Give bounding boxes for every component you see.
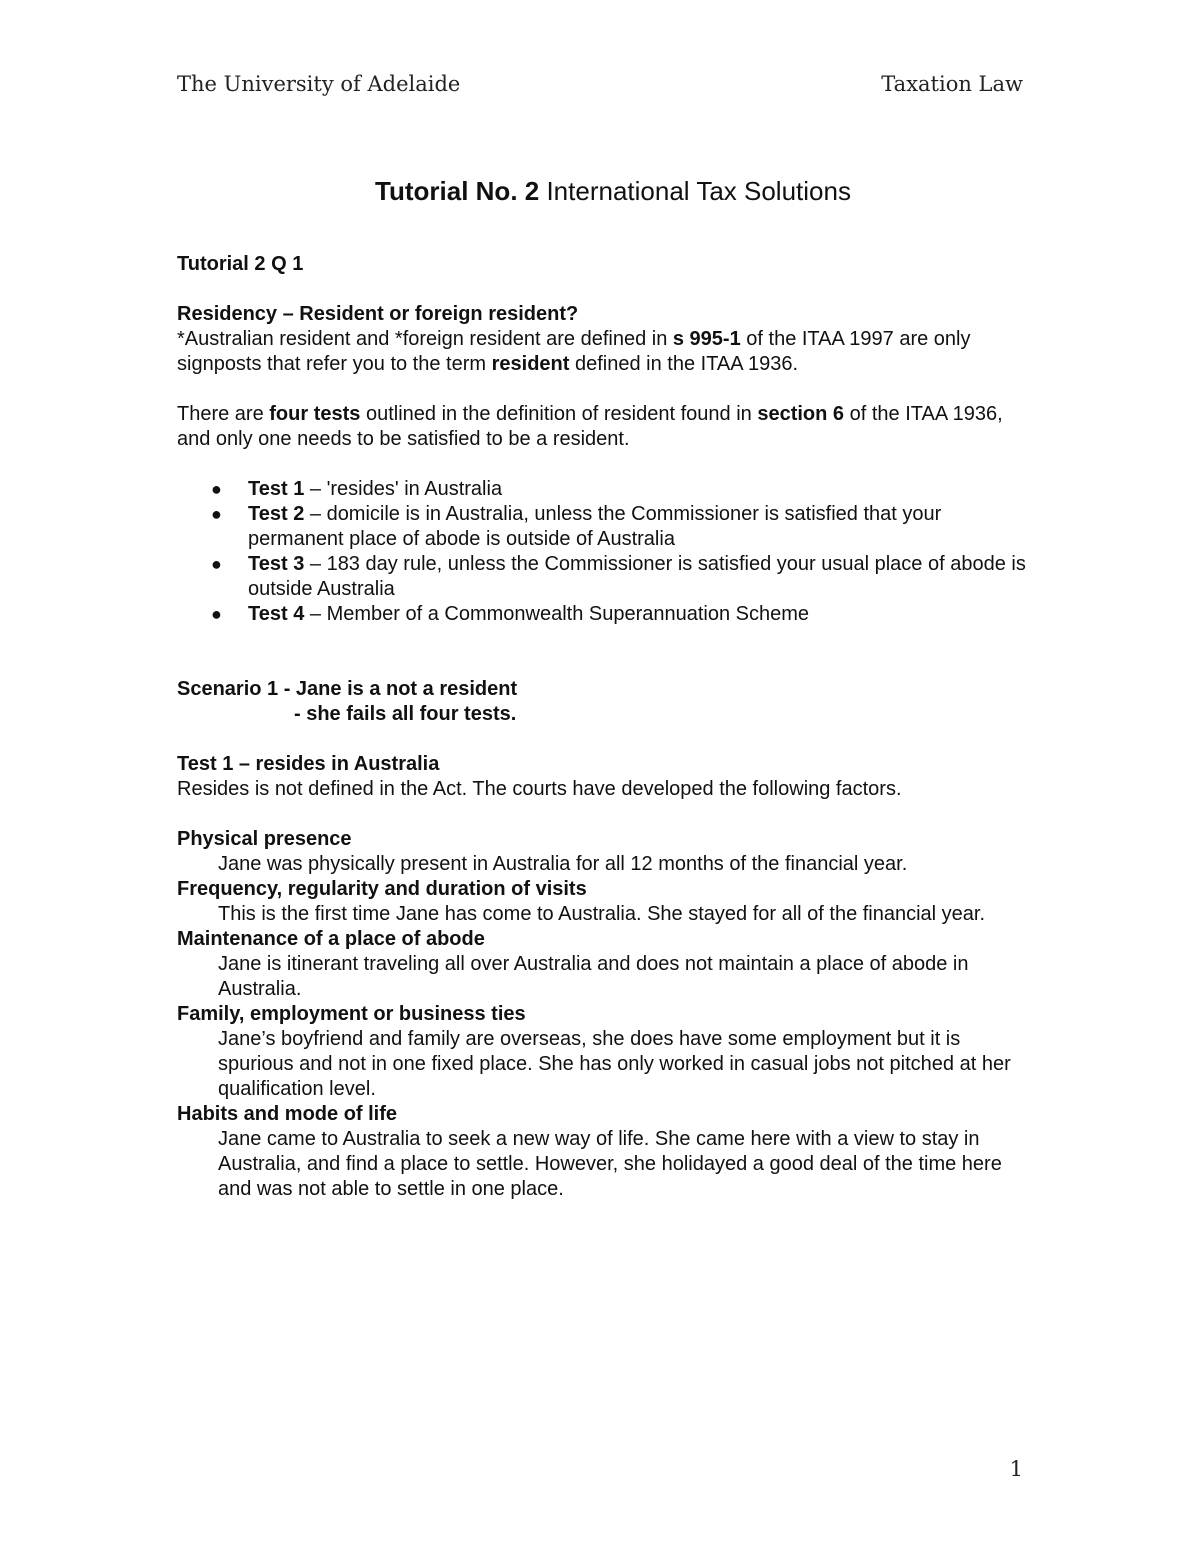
factor-heading: Habits and mode of life [177, 1103, 398, 1125]
tests-list [177, 477, 1027, 627]
bullet-icon: ● [211, 479, 222, 499]
page-number: 1 [1009, 1457, 1023, 1481]
test-text: – 'resides' in Australia [304, 478, 503, 500]
test-text: – domicile is in Australia, unless the Commissioner is satisfied that your permanent place of abode is outside of Australia [248, 503, 942, 550]
text-run: defined in the ITAA 1936. [569, 353, 799, 375]
scenario-line-2: - she fails all four tests. [294, 703, 517, 725]
factor-heading: Maintenance of a place of abode [177, 928, 485, 950]
bullet-icon: ● [211, 604, 222, 624]
text-run: of the ITAA 1936, and only one needs to be satisfied to be a resident. [177, 403, 1003, 450]
test-label: Test 3 [248, 553, 305, 575]
header-course: Taxation Law [881, 72, 1023, 96]
section-ref: section 6 [757, 403, 845, 425]
text-run: *Australian resident and *foreign resident are defined in [177, 328, 673, 350]
factor-text: Jane came to Australia to seek a new way of life. She came here with a view to stay in Australia, and find a place to settle. However, she holidayed a good deal of the time here and was not able to settle in one place. [218, 1128, 1002, 1200]
bullet-icon: ● [211, 554, 222, 574]
factor-text: Jane was physically present in Australia for all 12 months of the financial year. [218, 853, 908, 875]
factor-text: Jane’s boyfriend and family are overseas, she does have some employment but it is spurious and not in one fixed place. She has only worked in casual jobs not pitched at her qualification level. [218, 1028, 1011, 1100]
test-text: – Member of a Commonwealth Superannuation Scheme [304, 603, 810, 625]
test-label: Test 4 [248, 603, 305, 625]
title-bold: Tutorial No. 2 [375, 176, 540, 206]
bullet-icon: ● [211, 504, 222, 524]
test-text: – 183 day rule, unless the Commissioner is satisfied your usual place of abode is outside Australia [248, 553, 1026, 600]
header-institution: The University of Adelaide [177, 72, 461, 96]
section-ref: s 995-1 [672, 328, 741, 350]
residency-heading: Residency – Resident or foreign resident? [177, 303, 579, 325]
factor-text: This is the first time Jane has come to Australia. She stayed for all of the financial year. [218, 903, 986, 925]
residency-paragraph-2 [177, 402, 1027, 452]
term-resident: resident [491, 353, 570, 375]
test1-heading: Test 1 – resides in Australia [177, 753, 440, 775]
test-label: Test 1 [248, 478, 305, 500]
scenario-line-1: Scenario 1 - Jane is a not a resident [177, 678, 518, 700]
question-label: Tutorial 2 Q 1 [177, 253, 304, 275]
list-item [177, 552, 1027, 602]
factor-heading: Frequency, regularity and duration of visits [177, 878, 587, 900]
factor-heading: Physical presence [177, 828, 352, 850]
factor-heading: Family, employment or business ties [177, 1003, 526, 1025]
test-label: Test 2 [248, 503, 305, 525]
four-tests-term: four tests [269, 403, 361, 425]
list-item [177, 477, 1027, 502]
text-run: outlined in the definition of resident found in [360, 403, 758, 425]
text-run: There are [177, 403, 270, 425]
document-body [177, 175, 1027, 1202]
list-item [177, 502, 1027, 552]
factor-text: Jane is itinerant traveling all over Australia and does not maintain a place of abode in Australia. [218, 953, 969, 1000]
page-title [177, 175, 1027, 207]
test1-intro: Resides is not defined in the Act. The courts have developed the following factors. [177, 778, 902, 800]
list-item [177, 602, 1027, 627]
text-run: of the ITAA 1997 are only signposts that refer you to the term [177, 328, 971, 375]
residency-paragraph-1 [177, 327, 1027, 377]
title-rest: International Tax Solutions [539, 176, 851, 206]
